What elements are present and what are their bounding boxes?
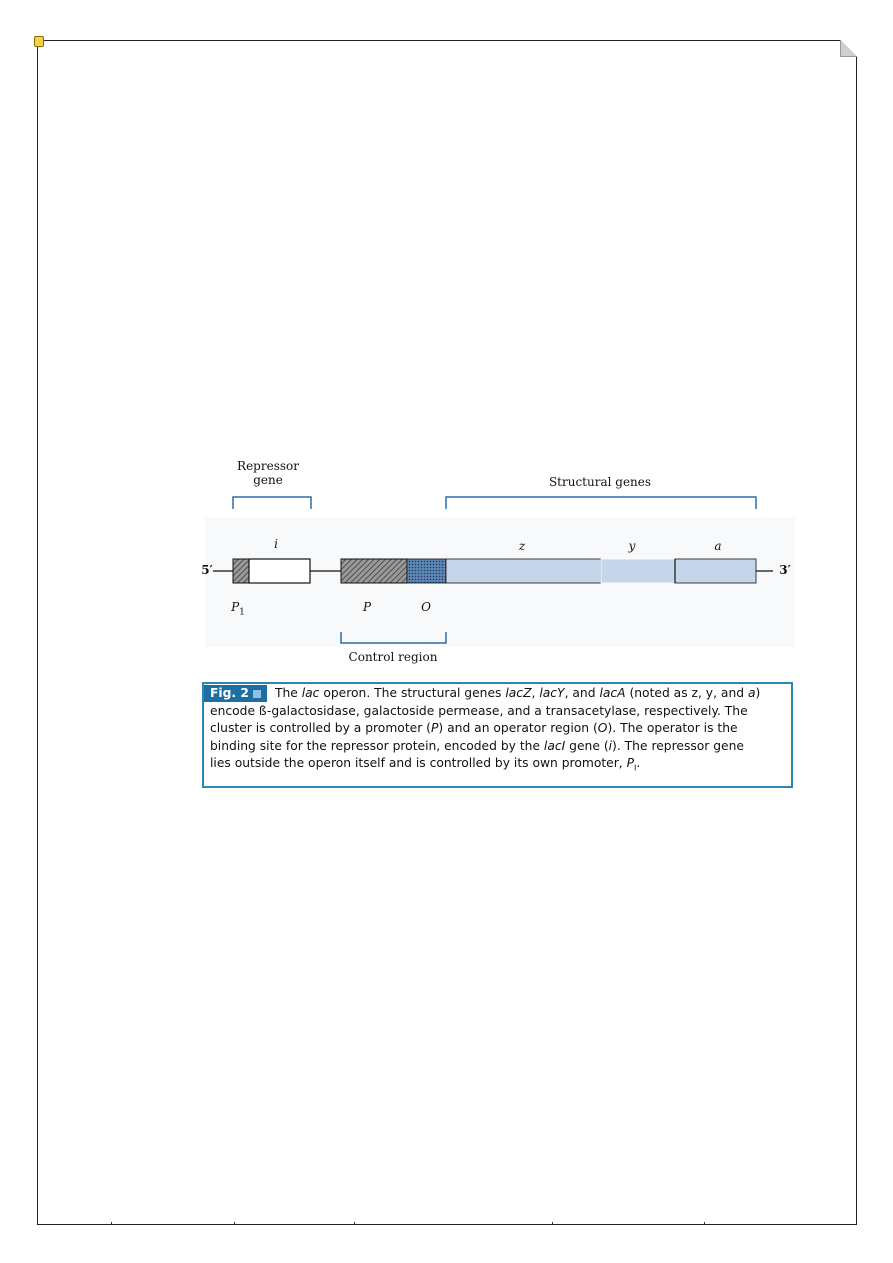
- caption-line-3: cluster is controlled by a promoter (P) and an operator region (O). The operator is the: [210, 721, 738, 736]
- y-gene-box: [601, 559, 675, 583]
- a-gene-box: [675, 559, 756, 583]
- z-gene-label: z: [518, 539, 526, 553]
- caption-line-1: Fig. 2 The lac operon. The structural genes lacZ, lacY, and lacA (noted as z, y, and a): [204, 685, 785, 703]
- p1-promoter-box: [233, 559, 249, 583]
- operator-label: O: [421, 600, 431, 614]
- z-gene-box: [446, 559, 601, 583]
- structural-genes-title: Structural genes: [548, 475, 652, 489]
- tick-mark: [354, 1222, 355, 1225]
- caption-line-4: binding site for the repressor protein, encoded by the lacI gene (i). The repressor gene: [210, 738, 744, 753]
- i-gene-label: i: [274, 537, 278, 551]
- figure-tag-square-icon: [253, 690, 261, 698]
- tick-mark: [234, 1222, 235, 1225]
- promoter-box: [341, 559, 407, 583]
- p1-label: $P_1$: [231, 600, 245, 618]
- figure-tag: Fig. 2: [204, 685, 267, 702]
- figure-caption: [202, 682, 793, 788]
- i-gene-box: [249, 559, 310, 583]
- page-corner-fold-icon: [840, 40, 857, 57]
- control-region-label: Control region: [348, 650, 438, 664]
- promoter-label: P: [362, 600, 372, 614]
- structural-genes-bracket: [446, 497, 756, 509]
- page-bottom-ticks: [38, 1224, 856, 1225]
- three-prime-label: 3′: [779, 563, 791, 577]
- repressor-gene-title: Repressor gene: [237, 459, 299, 487]
- diagram-graphics: [195, 455, 805, 670]
- operator-box: [407, 559, 446, 583]
- caption-line-2: encode ß-galactosidase, galactoside permease, and a transacetylase, respectively. The: [210, 703, 748, 718]
- tick-mark: [704, 1222, 705, 1225]
- five-prime-label: 5′: [201, 563, 213, 577]
- y-gene-label: y: [628, 539, 636, 553]
- tick-mark: [552, 1222, 553, 1225]
- lac-operon-diagram: [195, 455, 805, 670]
- tick-mark: [111, 1222, 112, 1225]
- a-gene-label: a: [714, 539, 722, 553]
- caption-line-5: lies outside the operon itself and is controlled by its own promoter, $P_I$.: [210, 756, 641, 773]
- repressor-gene-bracket: [233, 497, 311, 509]
- anchor-icon[interactable]: [34, 36, 44, 47]
